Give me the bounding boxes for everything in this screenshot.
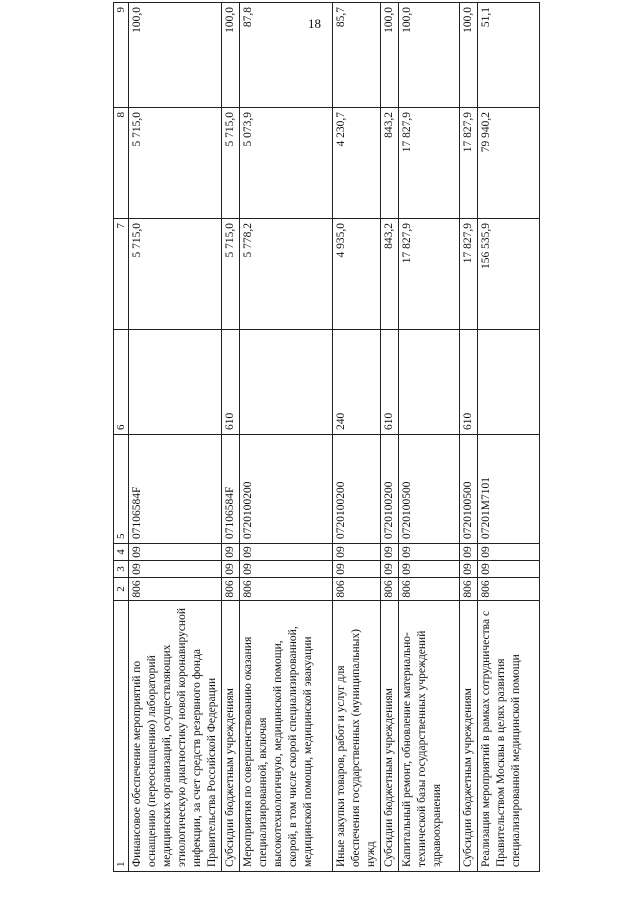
cell-code: 806 xyxy=(222,578,240,601)
cell-expense-type xyxy=(240,330,333,435)
header-cell: 3 xyxy=(114,561,129,578)
table-row xyxy=(333,3,381,872)
cell-expense-type: 610 xyxy=(222,330,240,435)
cell-expense-type xyxy=(478,330,540,435)
header-cell: 1 xyxy=(114,601,129,872)
cell-subsection: 09 xyxy=(478,544,540,561)
cell-section: 09 xyxy=(129,561,222,578)
cell-planned: 5 715,0 xyxy=(222,219,240,330)
cell-expense-type: 610 xyxy=(381,330,399,435)
row-description: Иные закупки товаров, работ и услуг для обеспечения государственных (муниципальных) нужд xyxy=(333,601,381,872)
cell-percent: 100,0 xyxy=(399,3,460,108)
cell-section: 09 xyxy=(460,561,478,578)
budget-table xyxy=(113,2,540,872)
header-cell: 5 xyxy=(114,435,129,544)
cell-code: 806 xyxy=(129,578,222,601)
cell-executed: 17 827,9 xyxy=(460,108,478,219)
cell-target-article: 0720100500 xyxy=(399,435,460,544)
cell-percent: 85,7 xyxy=(333,3,381,108)
cell-code: 806 xyxy=(381,578,399,601)
cell-subsection: 09 xyxy=(381,544,399,561)
header-cell: 4 xyxy=(114,544,129,561)
cell-code: 806 xyxy=(333,578,381,601)
cell-executed: 843,2 xyxy=(381,108,399,219)
page-number: 18 xyxy=(308,16,321,31)
cell-target-article: 0720100200 xyxy=(240,435,333,544)
cell-section: 09 xyxy=(478,561,540,578)
cell-target-article: 0720100200 xyxy=(381,435,399,544)
cell-expense-type: 610 xyxy=(460,330,478,435)
cell-code: 806 xyxy=(399,578,460,601)
header-cell: 2 xyxy=(114,578,129,601)
cell-section: 09 xyxy=(381,561,399,578)
cell-planned: 156 535,9 xyxy=(478,219,540,330)
header-cell: 9 xyxy=(114,3,129,108)
cell-executed: 5 715,0 xyxy=(222,108,240,219)
table-row xyxy=(399,3,460,872)
cell-percent: 100,0 xyxy=(129,3,222,108)
cell-percent: 100,0 xyxy=(460,3,478,108)
table-row xyxy=(381,3,399,872)
cell-expense-type xyxy=(399,330,460,435)
cell-section: 09 xyxy=(240,561,333,578)
table-row xyxy=(478,3,540,872)
cell-executed: 5 715,0 xyxy=(129,108,222,219)
row-description: Мероприятия по совершенствованию оказания специализированной, включая высокотехнологичную, медицинской помощи, скорой, в том числе скорой специализированной, медицинской помощи, медицинской эвакуации xyxy=(240,601,333,872)
cell-planned: 5 778,2 xyxy=(240,219,333,330)
cell-subsection: 09 xyxy=(399,544,460,561)
cell-planned: 17 827,9 xyxy=(399,219,460,330)
cell-target-article: 0720100200 xyxy=(333,435,381,544)
table-row xyxy=(129,3,222,872)
row-description: Субсидии бюджетным учреждениям xyxy=(381,601,399,872)
cell-planned: 17 827,9 xyxy=(460,219,478,330)
cell-expense-type: 240 xyxy=(333,330,381,435)
cell-code: 806 xyxy=(240,578,333,601)
cell-subsection: 09 xyxy=(222,544,240,561)
header-row xyxy=(114,3,129,872)
cell-executed: 79 940,2 xyxy=(478,108,540,219)
row-description: Субсидии бюджетным учреждениям xyxy=(222,601,240,872)
cell-target-article: 07201М7101 xyxy=(478,435,540,544)
cell-target-article: 0720100500 xyxy=(460,435,478,544)
cell-section: 09 xyxy=(399,561,460,578)
cell-section: 09 xyxy=(333,561,381,578)
cell-target-article: 07106584F xyxy=(129,435,222,544)
cell-executed: 5 073,9 xyxy=(240,108,333,219)
header-cell: 8 xyxy=(114,108,129,219)
row-description: Реализация мероприятий в рамках сотрудничества с Правительством Москвы в целях развития специализированной медицинской помощи xyxy=(478,601,540,872)
cell-planned: 843,2 xyxy=(381,219,399,330)
cell-subsection: 09 xyxy=(460,544,478,561)
cell-percent: 100,0 xyxy=(222,3,240,108)
cell-percent: 100,0 xyxy=(381,3,399,108)
cell-executed: 4 230,7 xyxy=(333,108,381,219)
cell-subsection: 09 xyxy=(333,544,381,561)
cell-target-article: 07106584F xyxy=(222,435,240,544)
cell-section: 09 xyxy=(222,561,240,578)
cell-subsection: 09 xyxy=(240,544,333,561)
cell-expense-type xyxy=(129,330,222,435)
row-description: Субсидии бюджетным учреждениям xyxy=(460,601,478,872)
table-row xyxy=(460,3,478,872)
cell-code: 806 xyxy=(460,578,478,601)
header-cell: 7 xyxy=(114,219,129,330)
row-description: Финансовое обеспечение мероприятий по оснащению (переоснащению) лабораторий медицинских организаций, осуществляющих этиологическую диагностику новой коронавирусной инфекции, за счет средств резервного фонда Правительства Российской Федерации xyxy=(129,601,222,872)
cell-subsection: 09 xyxy=(129,544,222,561)
cell-code: 806 xyxy=(478,578,540,601)
row-description: Капитальный ремонт, обновление материально-технической базы государственных учреждений здравоохранения xyxy=(399,601,460,872)
table-row xyxy=(222,3,240,872)
cell-percent: 87,8 xyxy=(240,3,333,108)
cell-planned: 4 935,0 xyxy=(333,219,381,330)
header-cell: 6 xyxy=(114,330,129,435)
table-row xyxy=(240,3,333,872)
cell-planned: 5 715,0 xyxy=(129,219,222,330)
cell-percent: 51,1 xyxy=(478,3,540,108)
cell-executed: 17 827,9 xyxy=(399,108,460,219)
